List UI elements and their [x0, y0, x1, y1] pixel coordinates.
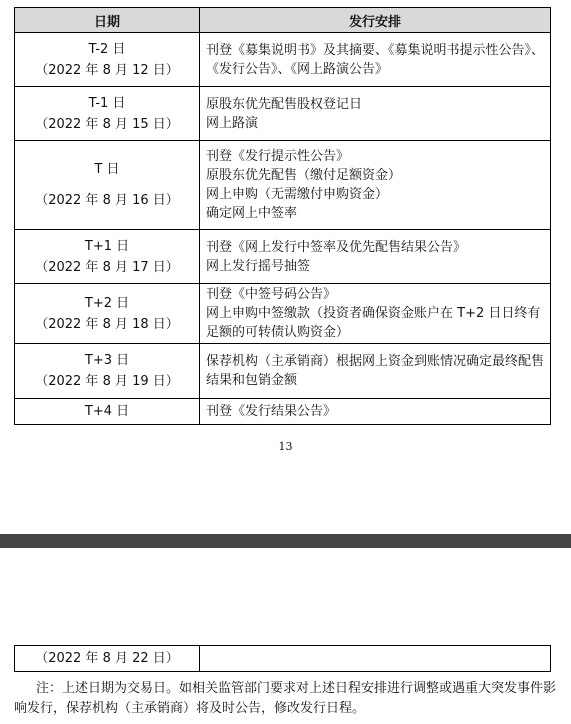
- schedule-item: 刊登《发行结果公告》: [206, 404, 337, 419]
- day-label: T+3 日: [84, 353, 130, 368]
- day-label: T 日: [94, 162, 120, 177]
- table-row: [15, 230, 551, 284]
- header-date: 日期: [15, 8, 200, 33]
- page-number: 13: [278, 440, 293, 453]
- date-label: （2022 年 8 月 18 日）: [35, 316, 179, 332]
- schedule-table: [14, 7, 551, 425]
- schedule-item: 原股东优先配售（缴付足额资金）: [206, 168, 402, 183]
- schedule-item: 刊登《中签号码公告》: [206, 287, 337, 302]
- table-row: [15, 646, 551, 672]
- schedule-item: 保荐机构（主承销商）根据网上资金到账情况确定最终配售结果和包销金额: [206, 354, 545, 388]
- footnote: 注：上述日期为交易日。如相关监管部门要求对上述日程安排进行调整或遇重大突发事件影响发行，保荐机构（主承销商）将及时公告，修改发行日程。: [14, 681, 557, 716]
- schedule-item: 刊登《募集说明书》及其摘要、《募集说明书提示性公告》、《发行公告》、《网上路演公告》: [206, 42, 545, 77]
- date-label: （2022 年 8 月 12 日）: [35, 62, 179, 78]
- schedule-cell: [200, 141, 551, 230]
- date-cell: [15, 344, 200, 399]
- schedule-item: 网上申购（无需缴付申购资金）: [206, 187, 389, 202]
- schedule-item: 刊登《网上发行中签率及优先配售结果公告》: [206, 239, 467, 255]
- date-cell: [15, 284, 200, 344]
- table-row: [15, 33, 551, 87]
- table-row: [15, 141, 551, 230]
- date-label: （2022 年 8 月 22 日）: [15, 646, 200, 672]
- schedule-item: 网上申购中签缴款（投资者确保资金账户在 T+2 日日终有足额的可转债认购资金）: [206, 306, 541, 340]
- table-row: [15, 344, 551, 399]
- header-schedule: 发行安排: [200, 8, 551, 33]
- day-label: T+1 日: [84, 238, 130, 254]
- schedule-cell: [200, 33, 551, 87]
- date-label: （2022 年 8 月 17 日）: [35, 259, 179, 275]
- date-label: （2022 年 8 月 19 日）: [35, 374, 179, 389]
- page-separator: [0, 534, 571, 548]
- day-label: T-1 日: [88, 95, 126, 111]
- schedule-cell: [200, 646, 551, 672]
- table-row: [15, 87, 551, 141]
- schedule-item: 确定网上中签率: [206, 206, 298, 221]
- day-label: T+2 日: [84, 295, 130, 311]
- schedule-cell: [200, 230, 551, 284]
- schedule-cell: [200, 87, 551, 141]
- schedule-item: 网上路演: [206, 115, 259, 131]
- date-label: （2022 年 8 月 16 日）: [35, 193, 179, 208]
- schedule-cell: [200, 284, 551, 344]
- table-row: [15, 399, 551, 425]
- date-cell: [15, 399, 200, 425]
- day-label: T-2 日: [88, 41, 126, 57]
- table-row: [15, 284, 551, 344]
- schedule-item: 刊登《发行提示性公告》: [206, 149, 350, 164]
- schedule-table-continued: [14, 645, 551, 672]
- schedule-item: 网上发行摇号抽签: [206, 258, 311, 274]
- date-cell: [15, 33, 200, 87]
- schedule-cell: [200, 344, 551, 399]
- schedule-cell: [200, 399, 551, 425]
- date-cell: [15, 141, 200, 230]
- day-label: T+4 日: [84, 404, 130, 419]
- table-header-row: [15, 8, 551, 33]
- date-cell: [15, 87, 200, 141]
- schedule-item: 原股东优先配售股权登记日: [206, 96, 363, 112]
- date-label: （2022 年 8 月 15 日）: [35, 116, 179, 132]
- date-cell: [15, 230, 200, 284]
